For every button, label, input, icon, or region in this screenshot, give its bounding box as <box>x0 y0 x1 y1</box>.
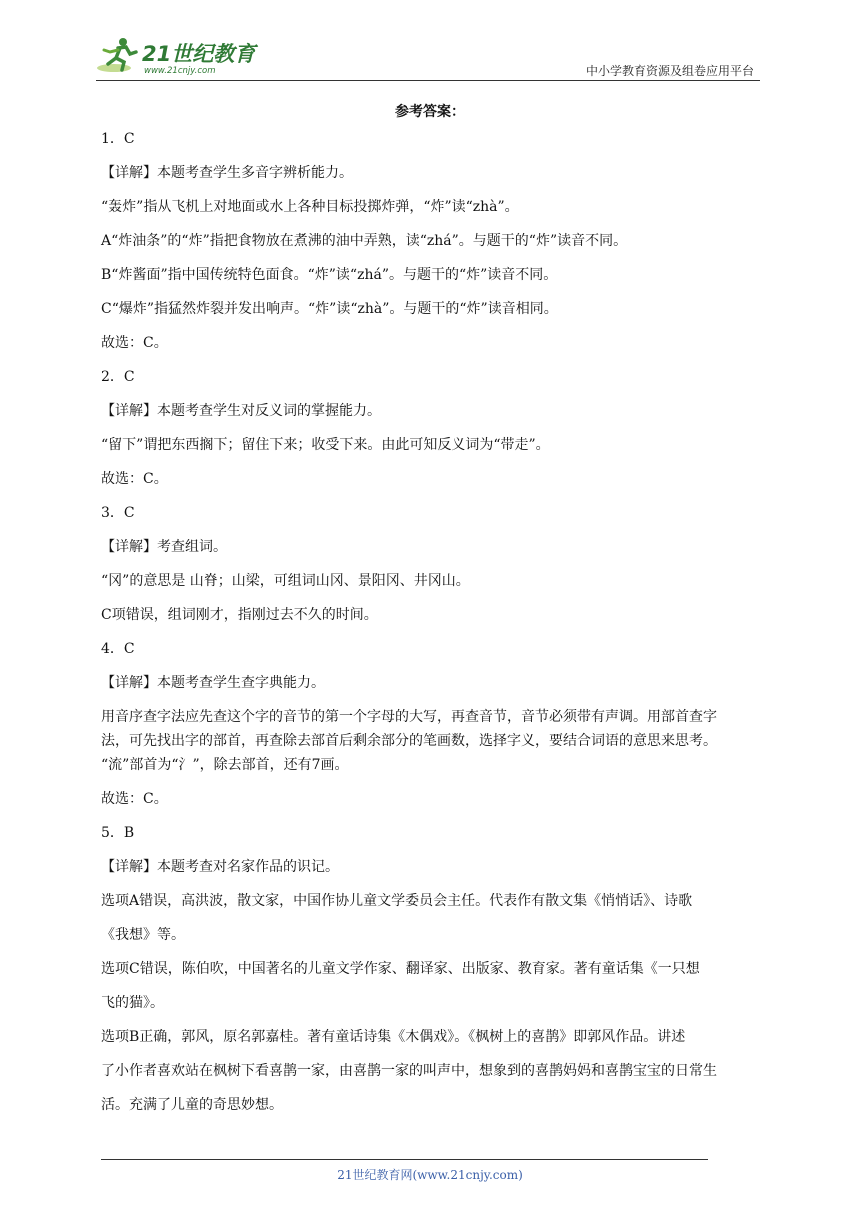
header-divider <box>96 80 760 81</box>
text-line: 故选：C。 <box>101 335 168 351</box>
text-line: B“炸酱面”指中国传统特色面食。“炸”读“zhá”。与题干的“炸”读音不同。 <box>101 267 558 283</box>
text-line: C项错误，组词刚才，指刚过去不久的时间。 <box>101 607 378 623</box>
runner-logo-icon <box>96 34 266 78</box>
text-line: 选项C错误，陈伯吹，中国著名的儿童文学作家、翻译家、出版家、教育家。著有童话集《一只想 <box>101 961 700 977</box>
text-line: A“炸油条”的“炸”指把食物放在煮沸的油中弄熟，读“zhá”。与题干的“炸”读音不同。 <box>101 233 628 249</box>
text-line: 3．C <box>101 505 135 521</box>
text-line: 1．C <box>101 131 135 147</box>
logo <box>96 34 266 78</box>
text-line: “留下”谓把东西搁下；留住下来；收受下来。由此可知反义词为“带走”。 <box>101 437 550 453</box>
text-line: 了小作者喜欢站在枫树下看喜鹊一家，由喜鹊一家的叫声中，想象到的喜鹊妈妈和喜鹊宝宝的日常生 <box>101 1063 717 1079</box>
text-line: 【详解】本题考查学生对反义词的掌握能力。 <box>101 403 381 419</box>
text-line: 故选：C。 <box>101 791 168 807</box>
text-line: “冈”的意思是 山脊；山梁，可组词山冈、景阳冈、井冈山。 <box>101 573 470 589</box>
text-line: 【详解】本题考查学生查字典能力。 <box>101 675 325 691</box>
text-line: 故选：C。 <box>101 471 168 487</box>
platform-name: 中小学教育资源及组卷应用平台 <box>585 64 754 78</box>
answer-content <box>101 129 761 1129</box>
text-line: 活。充满了儿童的奇思妙想。 <box>101 1097 283 1113</box>
text-line: 用音序查字法应先查这个字的音节的第一个字母的大写，再查音节，音节必须带有声调。用部首查字 <box>101 709 717 725</box>
text-line: 【详解】考查组词。 <box>101 539 227 555</box>
text-line: 选项A错误，高洪波，散文家，中国作协儿童文学委员会主任。代表作有散文集《悄悄话》、诗歌 <box>101 893 693 909</box>
page-header <box>96 34 760 80</box>
logo-url: www.21cnjy.com <box>144 66 216 76</box>
text-line: 飞的猫》。 <box>101 995 164 1011</box>
text-line: “轰炸”指从飞机上对地面或水上各种目标投掷炸弹，“炸”读“zhà”。 <box>101 199 519 215</box>
text-line: 《我想》等。 <box>101 927 185 943</box>
text-line: “流”部首为“氵”，除去部首，还有7画。 <box>101 757 349 773</box>
page-title: 参考答案： <box>395 104 465 120</box>
text-line: 【详解】本题考查对名家作品的识记。 <box>101 859 339 875</box>
text-line: C“爆炸”指猛然炸裂并发出响声。“炸”读“zhà”。与题干的“炸”读音相同。 <box>101 301 558 317</box>
text-line: 【详解】本题考查学生多音字辨析能力。 <box>101 165 353 181</box>
text-line: 选项B正确，郭风，原名郭嘉桂。著有童话诗集《木偶戏》。《枫树上的喜鹊》即郭风作品。讲述 <box>101 1029 686 1045</box>
logo-text: 21世纪教育 <box>142 42 256 66</box>
text-line: 法，可先找出字的部首，再查除去部首后剩余部分的笔画数，选择字义，要结合词语的意思来思考。 <box>101 733 717 749</box>
page-footer: 21世纪教育网(www.21cnjy.com) <box>337 1168 523 1182</box>
text-line: 2．C <box>101 369 135 385</box>
footer-divider <box>101 1159 708 1160</box>
text-line: 4．C <box>101 641 135 657</box>
text-line: 5．B <box>101 825 135 841</box>
